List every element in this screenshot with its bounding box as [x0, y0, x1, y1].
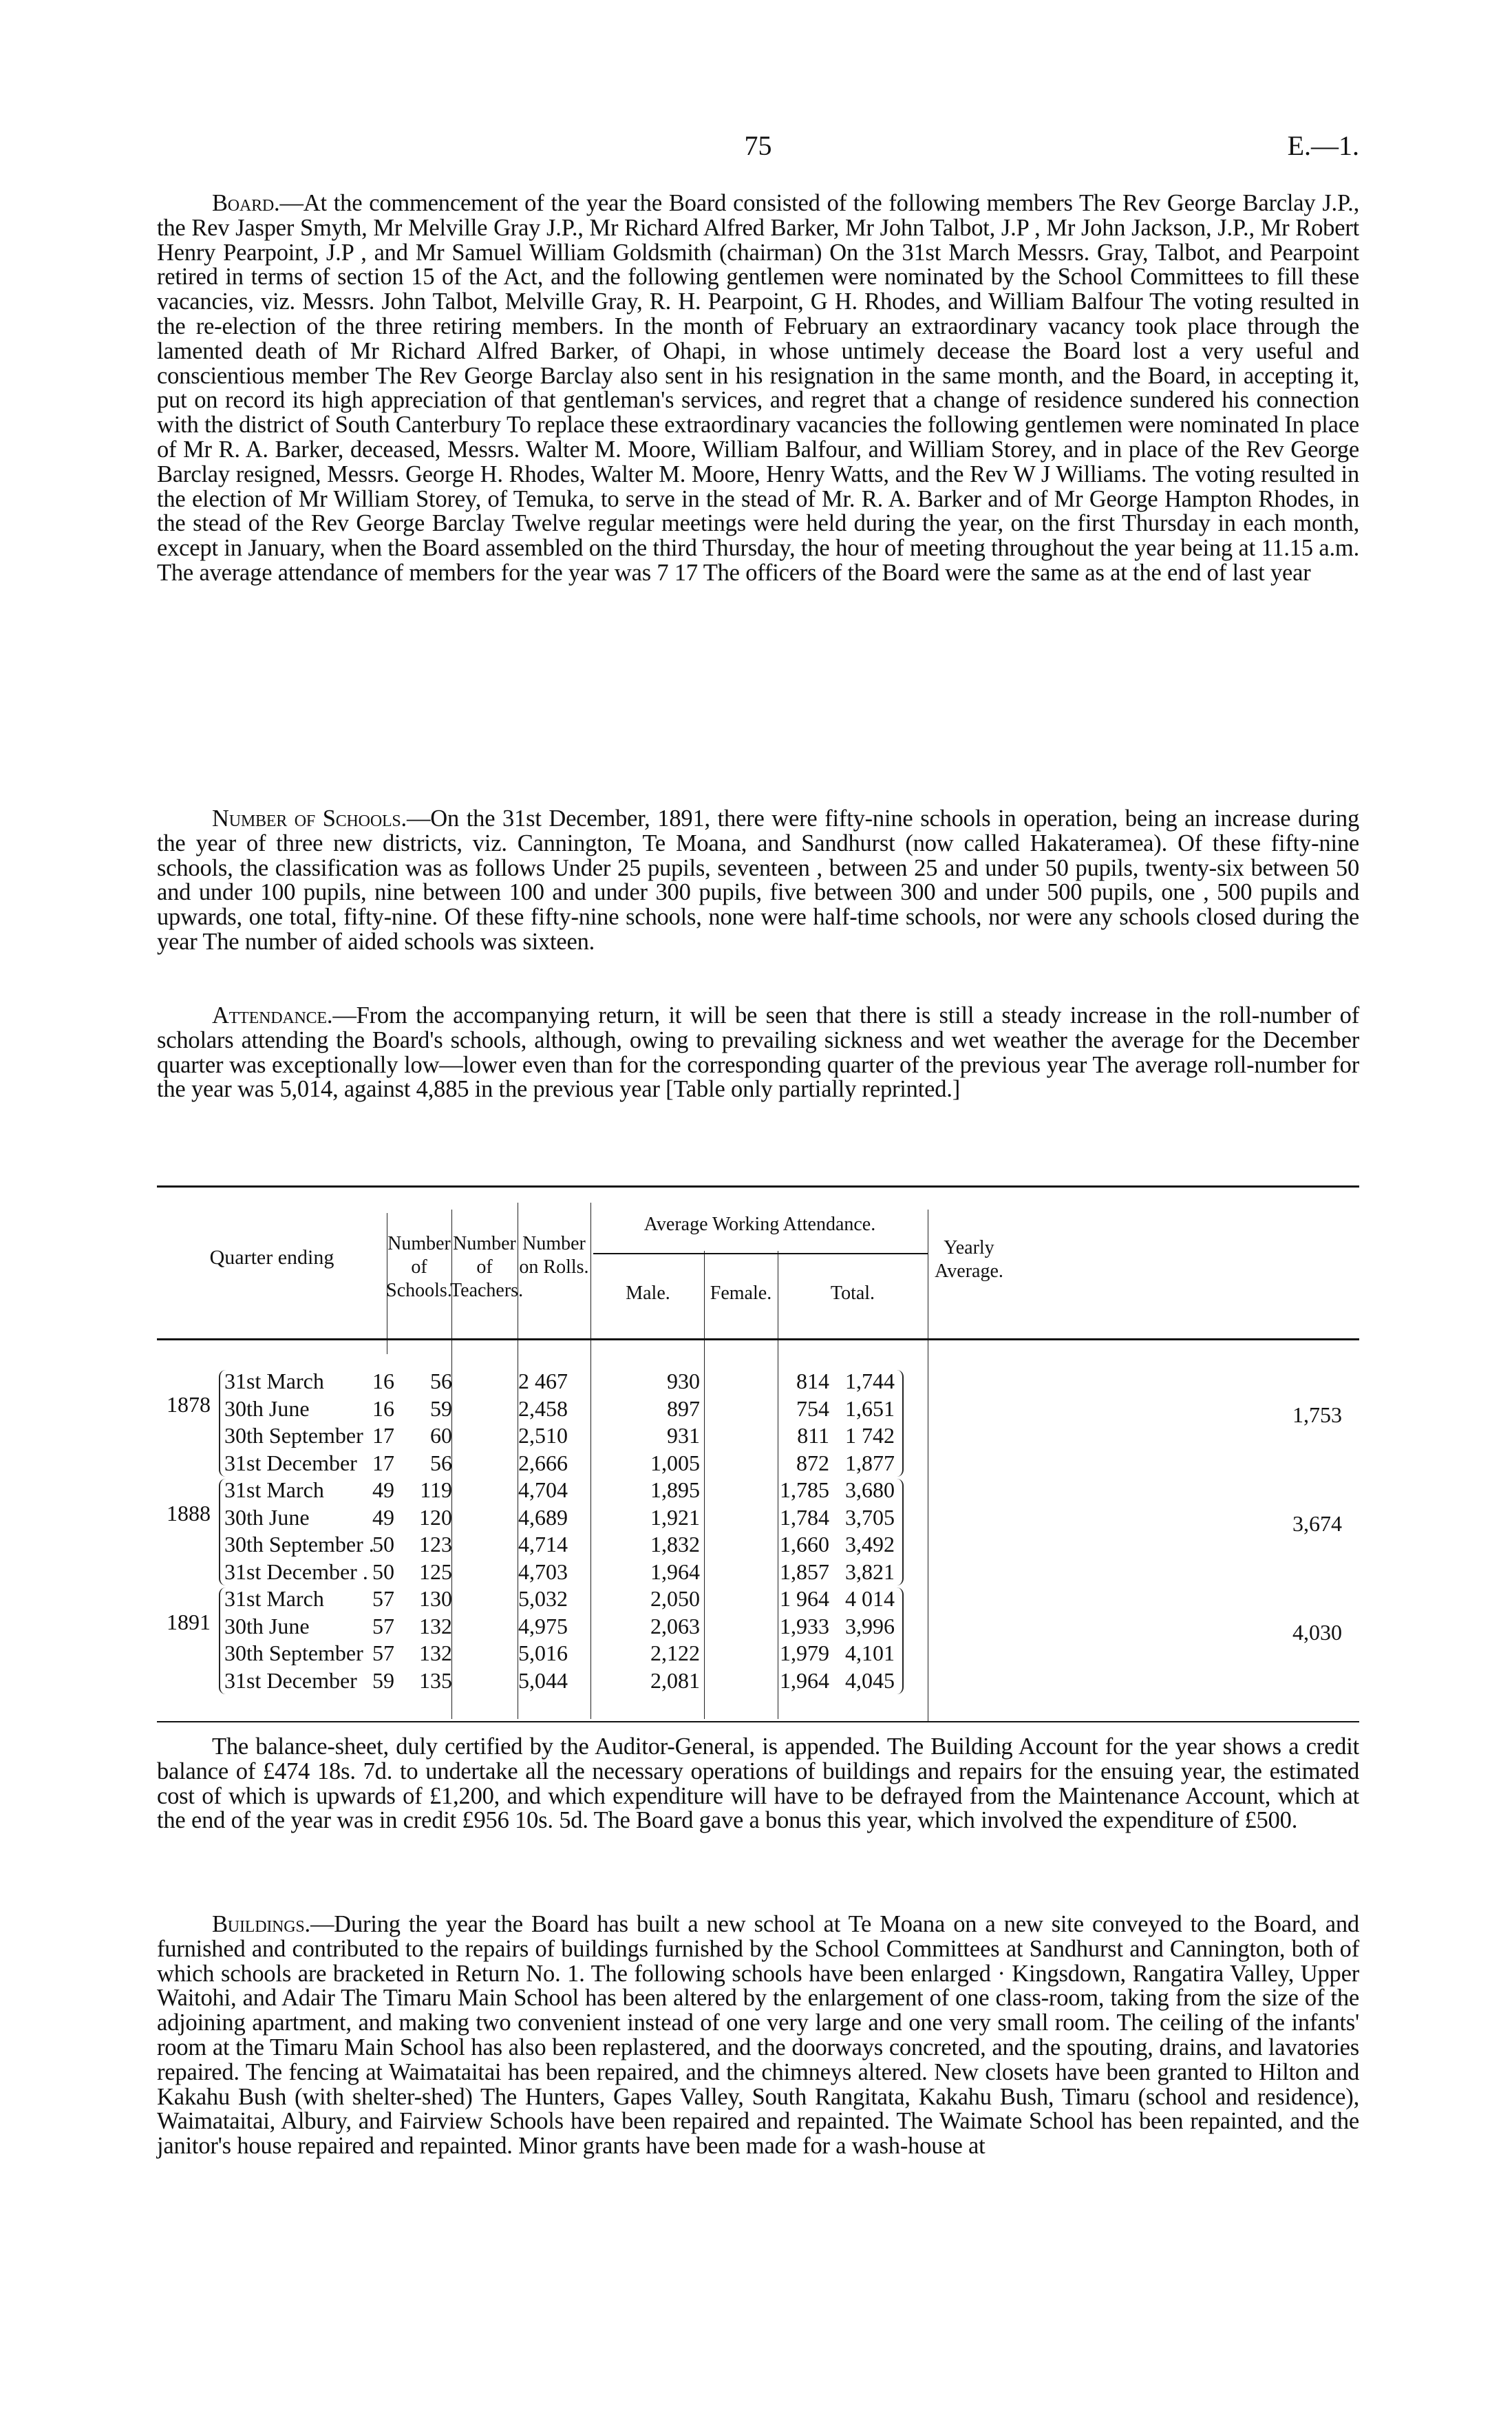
header-line: Schools. [386, 1280, 452, 1301]
quarter-cell: 30th September [224, 1423, 363, 1448]
table-row [157, 1368, 1359, 1395]
rolls-cell: 4,714 [518, 1532, 568, 1557]
header-line: Average. [935, 1261, 1003, 1282]
header-average-working-attendance: Average Working Attendance. [643, 1214, 876, 1235]
yearly-average-value: 3,674 [1292, 1511, 1342, 1536]
table-row [157, 1422, 1359, 1450]
header-yearly-average [928, 1236, 1010, 1283]
schools-cell: 50 [372, 1559, 394, 1584]
male-cell: 1,005 [650, 1450, 700, 1475]
header-subrule [593, 1253, 928, 1254]
paragraph-text: —During the year the Board has built a new school at Te Moana on a new site conveyed to the Board, and furnished and contributed to the repairs of buildings furnished by the School Committees at Sandhurst and Cannington, both of which schools are bracketed in Return No. 1. The following schools have been enlarged · Kingsdown, Rangatira Valley, Upper Waitohi, and Adair The Timaru Main School has been altered by the enlargement of one class-room, taking from the size of the adjoining apartment, and making two convenient instead of one very large and one very small room. The ceiling of the infants' room at the Timaru Main School has also been replastered, and the doorways concreted, and the spouting, drains, and lavatories repaired. The fencing at Waimataitai has been repaired, and the chimneys altered. New closets have been granted to Hilton and Kakahu Bush (with shelter-shed) The Hunters, Gapes Valley, South Rangitata, Kakahu Bush, Timaru (school and residence), Waimataitai, Albury, and Fairview Schools have been repaired and repainted. The Waimate School has been repainted, and the janitor's house repaired and repainted. Minor grants have been made for a wash-house at [157, 1911, 1359, 2160]
female-cell: 1,979 [780, 1641, 829, 1665]
schools-cell: 59 [372, 1667, 394, 1693]
total-cell: 1,744 [845, 1369, 895, 1393]
schools-cell: 16 [372, 1369, 394, 1393]
header-line: Number of [387, 1233, 451, 1278]
schools-cell: 57 [372, 1613, 394, 1638]
quarter-cell: 31st December [224, 1667, 357, 1693]
teachers-cell: 132 [419, 1613, 452, 1638]
table-row [157, 1585, 1359, 1613]
rolls-cell: 5,032 [518, 1586, 568, 1611]
quarter-cell: 30th June [224, 1395, 310, 1421]
female-cell: 1,660 [780, 1532, 829, 1557]
male-cell: 1,895 [650, 1477, 700, 1502]
female-cell: 1,964 [780, 1667, 829, 1693]
paragraph-text: —On the 31st December, 1891, there were fifty-nine schools in operation, being an increase during the year of three new districts, viz. Cannington, Te Moana, and Sandhurst (now called Hakateramea). Of these fifty-nine schools, the classification was as follows Under 25 pupils, seventeen , between 25 and under 50 pupils, twenty-six between 50 and under 100 pupils, nine between 100 and under 300 pupils, five between 300 and under 500 pupils, one , 500 pupils and upwards, one total, fifty-nine. Of these fifty-nine schools, none were half-time schools, nor were any schools closed during the year The number of aided schools was sixteen. [157, 805, 1359, 955]
yearly-average-value: 4,030 [1292, 1620, 1342, 1645]
quarter-cell: 30th September [224, 1641, 363, 1665]
paragraph-text: The balance-sheet, duly certified by the Auditor-General, is appended. The Building Account for the year shows a credit balance of £474 18s. 7d. to undertake all the necessary operations of buildings and repairs for the ensuing year, the estimated cost of which is upwards of £1,200, and which expenditure will have to be defrayed from the Maintenance Account, which at the end of the year was in credit £956 10s. 5d. The Board gave a bonus this year, which involved the expenditure of £500. [157, 1733, 1359, 1834]
teachers-cell: 56 [430, 1369, 452, 1393]
header-number-on-rolls [518, 1232, 590, 1279]
page-header [157, 129, 1359, 164]
schools-cell: 50 [372, 1532, 394, 1557]
total-cell: 4,101 [845, 1641, 895, 1665]
female-cell: 1,933 [780, 1613, 829, 1638]
paragraph-number-of-schools [157, 807, 1359, 955]
quarter-cell: 30th June [224, 1504, 310, 1530]
table-top-rule [157, 1185, 1359, 1188]
section-heading-board: Board. [212, 190, 280, 216]
teachers-cell: 119 [420, 1477, 452, 1502]
male-cell: 1,832 [650, 1532, 700, 1557]
header-line: Teachers. [450, 1280, 524, 1301]
table-row [157, 1504, 1359, 1532]
total-cell: 3,996 [845, 1613, 895, 1638]
female-cell: 872 [796, 1450, 829, 1475]
quarter-cell: 30th June [224, 1613, 310, 1638]
teachers-cell: 135 [419, 1667, 452, 1693]
paragraph-text: —At the commencement of the year the Board consisted of the following members The Rev George Barclay J.P., the Rev Jasper Smyth, Mr Melville Gray J.P., Mr Richard Alfred Barker, Mr John Talbot, J.P , Mr John Jackson, J.P., Mr Robert Henry Pearpoint, J.P , and Mr Samuel William Goldsmith (chairman) On the 31st March Messrs. Gray, Talbot, and Pearpoint retired in terms of section 15 of the Act, and the following gentlemen were nominated by the School Committees to fill these vacancies, viz. Messrs. John Talbot, Melville Gray, R. H. Pearpoint, G H. Rhodes, and William Balfour The voting resulted in the re-election of the three retiring members. In the month of February an extraordinary vacancy took place through the lamented death of Mr Richard Alfred Barker, of Ohapi, in whose untimely decease the Board lost a very useful and conscientious member The Rev George Barclay also sent in his resignation in the same month, and the Board, in accepting it, put on record its high appreciation of that gentleman's services, and regret that a change of residence sundered his connection with the district of South Canterbury To replace these extraordinary vacancies the following gentlemen were nominated In place of Mr R. A. Barker, deceased, Messrs. Walter M. Moore, William Balfour, and William Storey, and in place of the Rev George Barclay resigned, Messrs. George H. Rhodes, Walter M. Moore, Henry Watts, and the Rev W J Williams. The voting resulted in the election of Mr William Storey, of Temuka, to serve in the stead of Mr. R. A. Barker and of Mr George Hampton Rhodes, in the stead of the Rev George Barclay Twelve regular meetings were held during the year, on the first Thursday in each month, except in January, when the Board assembled on the third Thursday, the hour of meeting throughout the year being at 11.15 a.m. The average attendance of members for the year was 7 17 The officers of the Board were the same as at the end of last year [157, 190, 1359, 586]
table-row [157, 1640, 1359, 1667]
year-label: 1888 [167, 1501, 211, 1526]
male-cell: 930 [667, 1369, 700, 1393]
male-cell: 2,122 [650, 1641, 700, 1665]
quarter-cell: 31st March [224, 1477, 324, 1502]
schools-cell: 16 [372, 1395, 394, 1421]
rolls-cell: 5,044 [518, 1667, 568, 1693]
male-cell: 1,964 [650, 1559, 700, 1584]
quarter-cell: 31st March [224, 1586, 324, 1611]
header-line: Number of [453, 1233, 516, 1278]
table-row [157, 1450, 1359, 1477]
male-cell: 897 [667, 1395, 700, 1421]
teachers-cell: 60 [430, 1423, 452, 1448]
rolls-cell: 2,666 [518, 1450, 568, 1475]
schools-cell: 17 [372, 1423, 394, 1448]
total-cell: 3,705 [845, 1504, 895, 1530]
teachers-cell: 125 [419, 1559, 452, 1584]
paragraph-attendance [157, 1004, 1359, 1102]
teachers-cell: 123 [419, 1532, 452, 1557]
table-row [157, 1613, 1359, 1641]
male-cell: 2,063 [650, 1613, 700, 1638]
section-heading-buildings: Buildings. [212, 1911, 310, 1937]
rolls-cell: 2 467 [518, 1369, 568, 1393]
year-label: 1891 [167, 1610, 211, 1634]
total-cell: 3,492 [845, 1532, 895, 1557]
yearly-average-value: 1,753 [1292, 1402, 1342, 1427]
total-cell: 1,651 [845, 1395, 895, 1421]
male-cell: 2,081 [650, 1667, 700, 1693]
table-row [157, 1395, 1359, 1423]
quarter-cell: 31st December [224, 1450, 357, 1475]
quarter-cell: 30th September . [224, 1532, 374, 1557]
total-cell: 3,821 [845, 1559, 895, 1584]
quarter-cell: 31st December . [224, 1559, 368, 1584]
teachers-cell: 59 [430, 1395, 452, 1421]
table-row [157, 1531, 1359, 1559]
female-cell: 814 [796, 1369, 829, 1393]
paragraph-balance-sheet [157, 1735, 1359, 1833]
header-line: on Rolls. [519, 1256, 589, 1278]
total-cell: 1,877 [845, 1450, 895, 1475]
section-heading-attendance: Attendance. [212, 1002, 333, 1029]
female-cell: 1 964 [780, 1586, 829, 1611]
section-heading-schools: Number of Schools. [212, 805, 407, 832]
header-total: Total. [830, 1283, 875, 1304]
schools-cell: 49 [372, 1477, 394, 1502]
total-cell: 4,045 [845, 1667, 895, 1693]
header-quarter-ending: Quarter ending [209, 1246, 334, 1269]
rolls-cell: 2,458 [518, 1395, 568, 1421]
header-line: Number [522, 1233, 586, 1254]
rolls-cell: 4,975 [518, 1613, 568, 1638]
table-row [157, 1559, 1359, 1586]
total-cell: 4 014 [845, 1586, 895, 1611]
rolls-cell: 4,704 [518, 1477, 568, 1502]
total-cell: 3,680 [845, 1477, 895, 1502]
year-label: 1878 [167, 1392, 211, 1417]
paragraph-board [157, 191, 1359, 586]
female-cell: 754 [796, 1395, 829, 1421]
female-cell: 1,857 [780, 1559, 829, 1584]
table-row [157, 1667, 1359, 1695]
total-cell: 1 742 [845, 1423, 895, 1448]
table-row [157, 1477, 1359, 1504]
header-number-of-schools [385, 1232, 453, 1303]
page-number: 75 [744, 130, 772, 161]
schools-cell: 57 [372, 1641, 394, 1665]
male-cell: 1,921 [650, 1504, 700, 1530]
schools-cell: 57 [372, 1586, 394, 1611]
document-reference: E.—1. [1287, 130, 1359, 161]
table-bottom-rule [157, 1721, 1359, 1722]
teachers-cell: 132 [419, 1641, 452, 1665]
paragraph-buildings [157, 1912, 1359, 2159]
male-cell: 931 [667, 1423, 700, 1448]
quarter-cell: 31st March [224, 1369, 324, 1393]
rolls-cell: 4,703 [518, 1559, 568, 1584]
header-line: Yearly [944, 1237, 994, 1258]
table-header-rule [157, 1338, 1359, 1340]
schools-cell: 17 [372, 1450, 394, 1475]
header-male: Male. [626, 1283, 670, 1304]
header-female: Female. [710, 1283, 772, 1304]
female-cell: 1,785 [780, 1477, 829, 1502]
schools-cell: 49 [372, 1504, 394, 1530]
male-cell: 2,050 [650, 1586, 700, 1611]
teachers-cell: 130 [419, 1586, 452, 1611]
teachers-cell: 56 [430, 1450, 452, 1475]
paragraph-text: —From the accompanying return, it will be seen that there is still a steady increase in the roll-number of scholars attending the Board's schools, although, owing to prevailing sickness and wet weather the average for the December quarter was exceptionally low—lower even than for the corresponding quarter of the previous year The average roll-number for the year was 5,014, against 4,885 in the previous year [Table only partially reprinted.] [157, 1002, 1359, 1103]
rolls-cell: 2,510 [518, 1423, 568, 1448]
attendance-table [157, 1185, 1359, 1722]
female-cell: 1,784 [780, 1504, 829, 1530]
rolls-cell: 4,689 [518, 1504, 568, 1530]
female-cell: 811 [797, 1423, 829, 1448]
teachers-cell: 120 [419, 1504, 452, 1530]
header-number-of-teachers [450, 1232, 524, 1303]
rolls-cell: 5,016 [518, 1641, 568, 1665]
